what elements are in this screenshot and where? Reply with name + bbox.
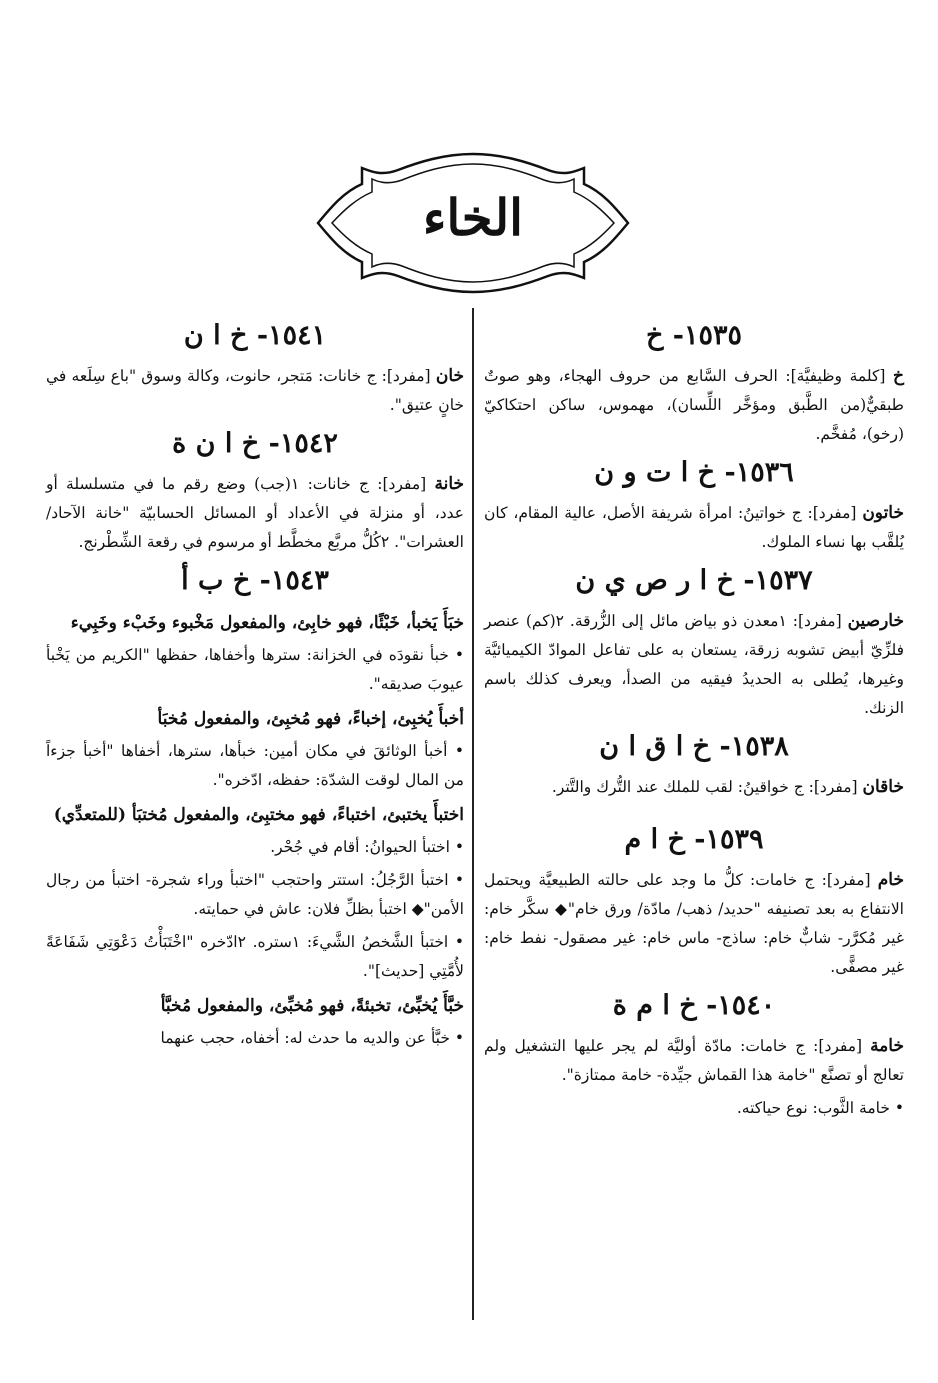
entry-definition: [مفرد]: ١معدن ذو بياض مائل إلى الزُّرقة. ٢(كم) عنصر فلزِّيّ أبيض تشوبه زرقة، يستعان به على تفاعل الموادّ الكيميائيَّة وغيرها، يُطلى به الحديدُ فيقيه من الصدأ، ويعرف كذلك باسم الزنك. xyxy=(484,612,904,717)
column-divider xyxy=(472,308,474,1320)
chapter-title: الخاء xyxy=(422,188,524,247)
entry-heading: ١٥٤٣- خ ب أ xyxy=(181,565,329,596)
chapter-title-frame xyxy=(312,148,634,298)
entry-heading: ١٥٣٩- خ ا م xyxy=(624,824,764,855)
right-column xyxy=(484,312,904,1127)
entry-definition: [مفرد]: ج خانات: مَتجر، حانوت، وكالة وسوق "باع سِلَعه في خانٍ عتيق". xyxy=(46,367,464,414)
entry-heading: ١٥٤٢- خ ا ن ة xyxy=(172,428,338,459)
entry-1539 xyxy=(484,820,904,982)
entry-bullet: • اختبأ الحيوانُ: أقام في جُحْر. xyxy=(270,838,464,856)
entry-1537 xyxy=(484,561,904,723)
entry-term: خاقان xyxy=(862,777,904,797)
entry-term: خ xyxy=(893,366,905,386)
entry-heading: ١٥٣٨- خ ا ق ا ن xyxy=(599,731,789,762)
entry-1541 xyxy=(46,316,464,420)
entry-definition: [مفرد]: ج خانات: ١(جب) وضع رقم ما في متسلسلة أو عدد، أو منزلة في الأعداد أو المسائل الحسابيّة "خانة الآحاد/ العشرات". ٢كُلُّ مربَّع مخطَّط أو مرسوم في رقعة الشِّطْرنج. xyxy=(46,475,464,551)
entry-definition: [مفرد]: ج خامات: مادّة أوليَّة لم يجر عليها التشغيل ولم تعالج أو تصنَّع "خامة هذا القماش جيِّدة- خامة ممتازة". xyxy=(484,1037,904,1084)
entry-bullet: • اختبأ الرَّجُلُ: استتر واحتجب "اختبأ وراء شجرة- اختبأ من رجال الأمن"◆ اختبأ بظلِّ فلان: عاش في حمايته. xyxy=(46,871,464,918)
entry-1535 xyxy=(484,316,904,449)
entry-body xyxy=(484,773,904,802)
entry-1538 xyxy=(484,727,904,802)
entry-bullet: • أخبأ الوثائقَ في مكان أمين: خبأها، سترها، أخفاها "أخبأ جزءاً من المال لوقت الشدّة: حفظه، ادّخره". xyxy=(46,742,464,789)
entry-heading: ١٥٤١- خ ا ن xyxy=(183,320,327,351)
entry-body xyxy=(484,866,904,982)
verb-form: أخبأَ يُخبِئ، إخباءً، فهو مُخبِئ، والمفعول مُخبَأ xyxy=(157,709,464,729)
entry-body xyxy=(484,499,904,557)
entry-body xyxy=(484,1032,904,1090)
entry-heading: ١٥٣٥- خ xyxy=(645,320,743,351)
entry-bullet: • اختبأ الشَّخصُ الشَّيءَ: ١ستره. ٢ادّخره "اخْتَبَأْتُ دَعْوَتِي شَفَاعَةً لأُمَّتِي [حديث]". xyxy=(46,933,464,980)
entry-body xyxy=(484,362,904,449)
entry-term: خانة xyxy=(434,474,465,494)
entry-1543 xyxy=(46,561,464,1053)
verb-form: خبَّأَ يُخبِّئ، تخبئةً، فهو مُخبِّئ، والمفعول مُخبَّأ xyxy=(160,996,464,1016)
entry-bullet: • خبَّأ عن والديه ما حدث له: أخفاه، حجب عنهما xyxy=(160,1029,464,1047)
entry-body xyxy=(46,362,464,420)
entry-definition: [مفرد]: ج خامات: كلُّ ما وجد على حالته الطبيعيَّة ويحتمل الانتفاع به بعد تصنيفه "حديد/ ذهب/ مادّة/ ورق خام"◆ سكَّر خام: غير مُكرَّر- شابٌّ خام: ساذج- ماس خام: غير مصقول- نفط خام: غير مصفًّى. xyxy=(484,871,904,976)
verb-form: خبَأَ يَخبأ، خَبْئًا، فهو خابِئ، والمفعول مَخْبوء وخَبْء وخَبِيء xyxy=(70,613,464,633)
entry-1540 xyxy=(484,986,904,1123)
entry-body xyxy=(484,607,904,723)
left-column xyxy=(46,312,464,1057)
entry-heading: ١٥٣٦- خ ا ت و ن xyxy=(594,457,794,488)
entry-body xyxy=(46,470,464,557)
entry-definition: [كلمة وظيفيَّة]: الحرف السَّابع من حروف الهجاء، وهو صوتٌ طبقيٌّ(من الطَّبق ومؤخَّر اللِّسان)، مهموس، ساكن احتكاكيّ (رخو)، مُفخَّم. xyxy=(484,367,904,443)
entry-term: خارصين xyxy=(847,611,904,631)
verb-form: اختبأَ يختبئ، اختباءً، فهو مختبِئ، والمفعول مُختبَأ (للمتعدِّي) xyxy=(53,805,464,825)
entry-1536 xyxy=(484,453,904,557)
entry-heading: ١٥٣٧- خ ا ر ص ي ن xyxy=(575,565,813,596)
entry-bullet: • خبأ نقودَه في الخزانة: سترها وأخفاها، حفظها "الكريم من يَخْبأ عيوبَ صديقه". xyxy=(46,646,464,693)
entry-1542 xyxy=(46,424,464,557)
entry-definition: [مفرد]: ج خواقينُ: لقب للملك عند التُّرك والتَّتر. xyxy=(551,778,858,796)
entry-term: خاتون xyxy=(862,503,904,523)
entry-term: خان xyxy=(435,366,465,386)
entry-term: خام xyxy=(877,870,904,890)
entry-term: خامة xyxy=(870,1036,904,1056)
entry-heading: ١٥٤٠- خ ا م ة xyxy=(612,990,776,1021)
entry-bullet: • خامة الثَّوب: نوع حياكته. xyxy=(736,1099,904,1117)
entry-definition: [مفرد]: ج خواتينُ: امرأة شريفة الأصل، عالية المقام، كان يُلقَّب بها نساء الملوك. xyxy=(484,504,904,551)
